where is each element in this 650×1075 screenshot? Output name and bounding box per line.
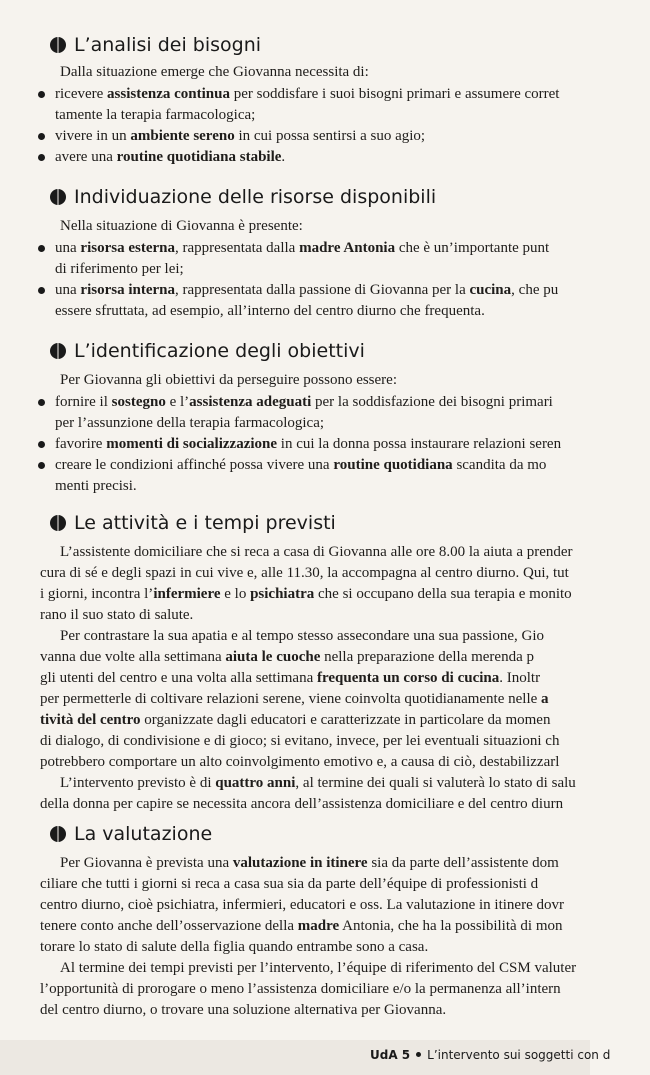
list-item-continuation: di riferimento per lei;: [55, 261, 184, 277]
list-item: fornire il sostegno e l’assistenza adeguati per la soddisfazione dei bisogni primari: [55, 394, 553, 410]
paragraph-line: della donna per capire se necessita ancora dell’assistenza domiciliare e del centro diurn: [40, 796, 564, 812]
list-item-continuation: per l’assunzione della terapia farmacologica;: [55, 415, 325, 431]
bullet-icon: [38, 399, 45, 406]
list-item: una risorsa esterna, rappresentata dalla madre Antonia che è un’importante punt: [55, 240, 550, 256]
heading-text: Individuazione delle risorse disponibili: [74, 186, 437, 208]
list-item-continuation: essere sfruttata, ad esempio, all’interno del centro diurno che frequenta.: [55, 303, 485, 319]
section-heading: [50, 186, 436, 208]
section-heading: [50, 512, 336, 534]
half-circle-bullet-icon: [50, 37, 66, 53]
list-item: vivere in un ambiente sereno in cui possa sentirsi a suo agio;: [55, 128, 426, 144]
bullet-icon: [38, 287, 45, 294]
section-heading: [50, 34, 261, 56]
bullet-icon: [416, 1052, 421, 1057]
paragraph-line: tività del centro organizzate dagli educatori e caratterizzate in particolare da momen: [40, 712, 551, 728]
list-item: avere una routine quotidiana stabile.: [55, 149, 286, 165]
heading-text: L’identificazione degli obiettivi: [74, 340, 365, 362]
paragraph-line: i giorni, incontra l’infermiere e lo psichiatra che si occupano della sua terapia e monito: [40, 586, 572, 602]
paragraph-line: L’assistente domiciliare che si reca a casa di Giovanna alle ore 8.00 la aiuta a prender: [60, 544, 573, 560]
paragraph-line: potrebbero comportare un alto coinvolgimento emotivo e, a causa di ciò, destabilizzarl: [40, 754, 560, 770]
heading-text: La valutazione: [74, 823, 213, 845]
half-circle-bullet-icon: [50, 189, 66, 205]
footer-title: L’intervento sui soggetti con d: [427, 1048, 611, 1062]
list-item-continuation: tamente la terapia farmacologica;: [55, 107, 256, 123]
page-footer: [0, 1040, 611, 1075]
footer-running-title: [370, 1048, 610, 1062]
list-item: creare le condizioni affinché possa vivere una routine quotidiana scandita da mo: [55, 457, 547, 473]
half-circle-bullet-icon: [50, 343, 66, 359]
intro-text: Nella situazione di Giovanna è presente:: [60, 218, 303, 234]
paragraph-line: per permetterle di coltivare relazioni serene, viene coinvolta quotidianamente nelle a: [40, 691, 549, 707]
intro-text: Per Giovanna gli obiettivi da perseguire possono essere:: [60, 372, 398, 388]
intro-text: Dalla situazione emerge che Giovanna necessita di:: [60, 64, 369, 80]
half-circle-bullet-icon: [50, 826, 66, 842]
list-item: favorire momenti di socializzazione in cui la donna possa instaurare relazioni seren: [55, 436, 562, 452]
paragraph-line: cura di sé e degli spazi in cui vive e, alle 11.30, la accompagna al centro diurno. Qui, tut: [40, 565, 569, 581]
paragraph-line: di dialogo, di condivisione e di gioco; si evitano, invece, per lei eventuali situazioni ch: [40, 733, 560, 749]
bullet-icon: [38, 91, 45, 98]
paragraph-line: gli utenti del centro e una volta alla settimana frequenta un corso di cucina. Inoltr: [40, 670, 541, 686]
list-item: ricevere assistenza continua per soddisfare i suoi bisogni primari e assumere corret: [55, 86, 560, 102]
paragraph-line: Per contrastare la sua apatia e al tempo stesso assecondare una sua passione, Gio: [60, 628, 544, 644]
paragraph-line: ciliare che tutti i giorni si reca a casa sua sia da parte dell’équipe di professionisti d: [40, 876, 539, 892]
paragraph-line: torare lo stato di salute della figlia quando entrambe sono a casa.: [40, 939, 429, 955]
heading-text: Le attività e i tempi previsti: [74, 512, 336, 534]
half-circle-bullet-icon: [50, 515, 66, 531]
list-item: una risorsa interna, rappresentata dalla passione di Giovanna per la cucina, che pu: [55, 282, 559, 298]
paragraph-line: rano il suo stato di salute.: [40, 607, 194, 623]
section-heading: [50, 340, 365, 362]
paragraph-line: centro diurno, cioè psichiatra, infermieri, educatori e oss. La valutazione in itinere dovr: [40, 897, 564, 913]
bullet-icon: [38, 441, 45, 448]
bullet-icon: [38, 154, 45, 161]
paragraph-line: l’opportunità di prorogare o meno l’assistenza domiciliare e/o la permanenza all’intern: [40, 981, 561, 997]
paragraph-line: del centro diurno, o trovare una soluzione alternativa per Giovanna.: [40, 1002, 447, 1018]
section-heading: [50, 823, 212, 845]
list-item-continuation: menti precisi.: [55, 478, 137, 494]
bullet-icon: [38, 133, 45, 140]
paragraph-line: tenere conto anche dell’osservazione della madre Antonia, che ha la possibilità di mon: [40, 918, 563, 934]
bullet-icon: [38, 462, 45, 469]
footer-unit: UdA 5: [370, 1048, 411, 1062]
paragraph-line: Al termine dei tempi previsti per l’intervento, l’équipe di riferimento del CSM valuter: [60, 960, 577, 976]
bullet-icon: [38, 245, 45, 252]
paragraph-line: vanna due volte alla settimana aiuta le cuoche nella preparazione della merenda p: [40, 649, 534, 665]
paragraph-line: Per Giovanna è prevista una valutazione in itinere sia da parte dell’assistente dom: [60, 855, 559, 871]
heading-text: L’analisi dei bisogni: [74, 34, 262, 56]
paragraph-line: L’intervento previsto è di quattro anni, al termine dei quali si valuterà lo stato di salu: [60, 775, 576, 791]
